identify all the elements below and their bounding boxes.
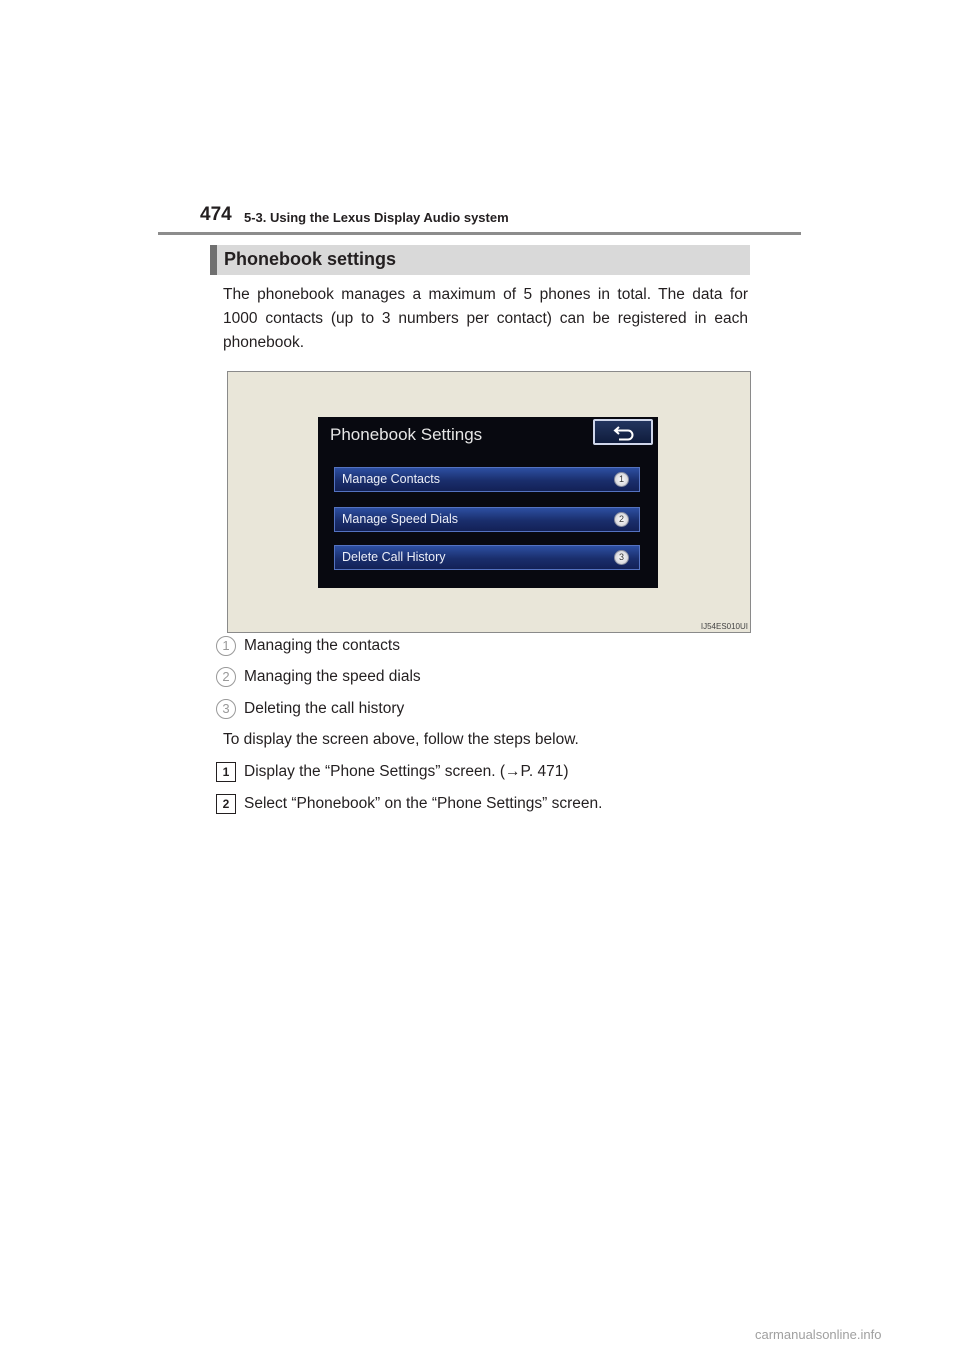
steps-intro: To display the screen above, follow the steps below. <box>223 731 579 748</box>
section-title: Phonebook settings <box>224 249 397 269</box>
step-number: 2 <box>216 794 236 814</box>
callout-marker-3: 3 <box>614 550 629 565</box>
list-item <box>216 667 421 687</box>
manage-contacts-button[interactable] <box>334 467 640 492</box>
manage-speed-dials-button[interactable] <box>334 507 640 532</box>
delete-call-history-button[interactable] <box>334 545 640 570</box>
step-item <box>216 794 602 814</box>
item-text: Managing the contacts <box>244 637 400 655</box>
delete-call-history-label: Delete Call History <box>342 550 446 564</box>
running-head: 5-3. Using the Lexus Display Audio system <box>244 210 509 225</box>
manage-contacts-label: Manage Contacts <box>342 472 440 486</box>
item-number: 1 <box>216 636 236 656</box>
manage-speed-dials-label: Manage Speed Dials <box>342 512 459 526</box>
section-heading-bar <box>210 245 750 275</box>
body-paragraph: The phonebook manages a maximum of 5 phones in total. The data for 1000 contacts (up to 3 numbers per contact) can be registered in each phonebook. <box>223 286 748 351</box>
watermark: carmanualsonline.info <box>755 1327 882 1342</box>
item-text: Deleting the call history <box>244 700 405 718</box>
step-text: Select “Phonebook” on the “Phone Settings” screen. <box>244 795 603 813</box>
item-number: 2 <box>216 667 236 687</box>
header-rule <box>158 232 801 235</box>
figure-code: IJ54ES010UI <box>700 622 748 631</box>
back-button[interactable] <box>593 419 653 445</box>
step-number: 1 <box>216 762 236 782</box>
screen-title: Phonebook Settings <box>330 425 483 444</box>
step-text: Display the “Phone Settings” screen. (→P. 471) <box>244 763 569 781</box>
figure-screenshot <box>227 371 751 633</box>
list-item <box>216 636 400 656</box>
list-item <box>216 699 404 719</box>
item-text: Managing the speed dials <box>244 668 421 686</box>
page-number: 474 <box>200 204 232 225</box>
section-accent <box>210 245 217 275</box>
item-number: 3 <box>216 699 236 719</box>
step-item <box>216 762 569 782</box>
return-arrow-icon <box>612 424 636 442</box>
callout-marker-1: 1 <box>614 472 629 487</box>
callout-marker-2: 2 <box>614 512 629 527</box>
display-screen <box>318 417 658 588</box>
